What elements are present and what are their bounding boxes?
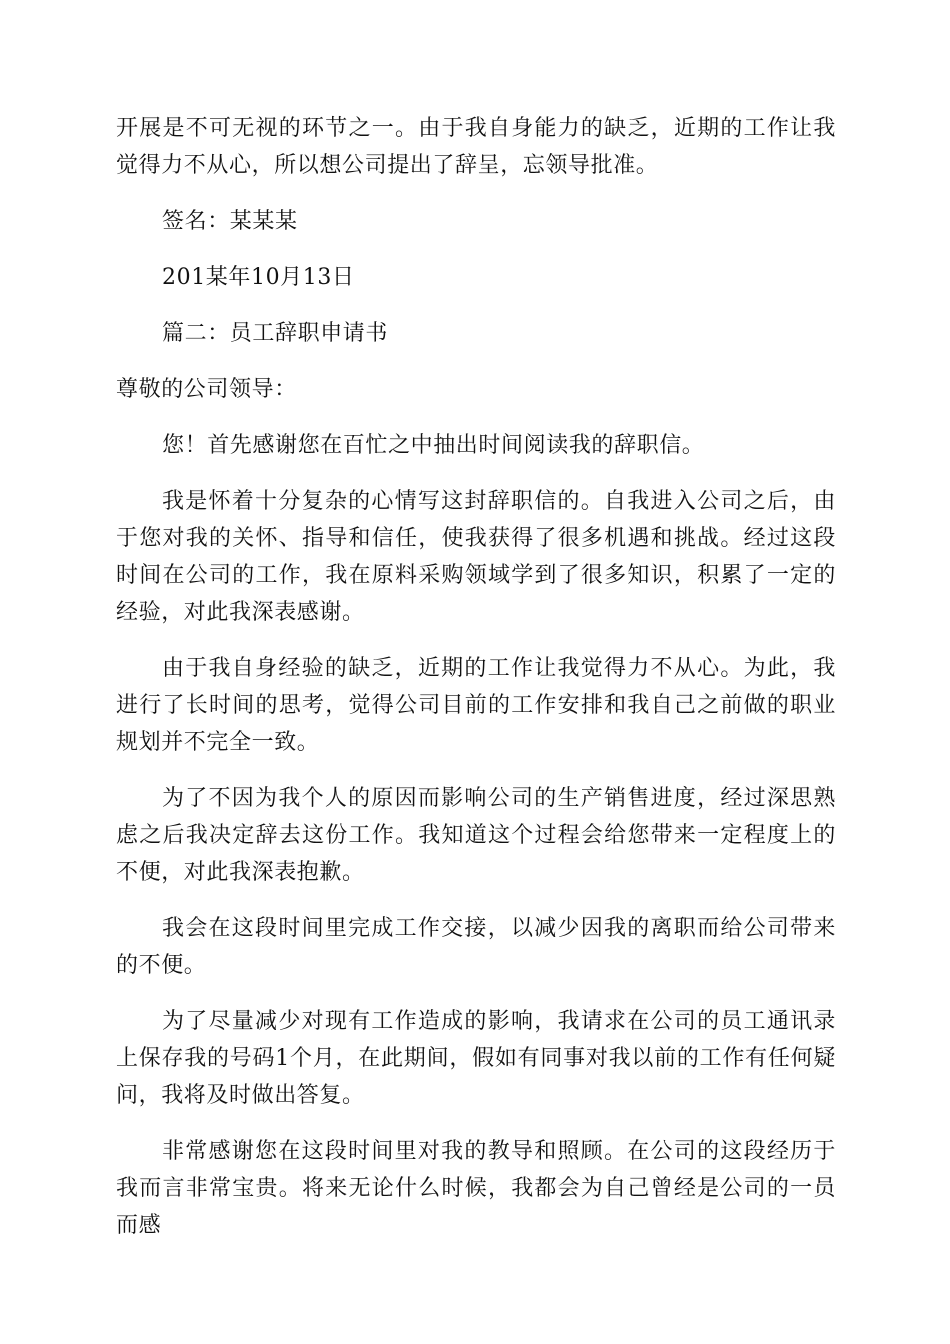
date-line: 201某年10月13日: [162, 265, 355, 290]
paragraph-body-4: 我会在这段时间里完成工作交接，以减少因我的离职而给公司带来的不便。: [116, 916, 836, 978]
paragraph-greeting: 您！首先感谢您在百忙之中抽出时间阅读我的辞职信。: [162, 433, 705, 458]
paragraph-body-2: 由于我自身经验的缺乏，近期的工作让我觉得力不从心。为此，我进行了长时间的思考，觉得公司目前的工作安排和我自己之前做的职业规划并不完全一致。: [116, 656, 836, 755]
section-heading: 篇二：员工辞职申请书: [162, 321, 389, 346]
paragraph-body-3: 为了不因为我个人的原因而影响公司的生产销售进度，经过深思熟虑之后我决定辞去这份工作。我知道这个过程会给您带来一定程度上的不便，对此我深表抱歉。: [116, 786, 836, 885]
document-body: [116, 110, 836, 1244]
paragraph-body-1: 我是怀着十分复杂的心情写这封辞职信的。自我进入公司之后，由于您对我的关怀、指导和信任，使我获得了很多机遇和挑战。经过这段时间在公司的工作，我在原料采购领域学到了很多知识，积累了一定的经验，对此我深表感谢。: [116, 489, 836, 625]
paragraph-body-6: 非常感谢您在这段时间里对我的教导和照顾。在公司的这段经历于我而言非常宝贵。将来无论什么时候，我都会为自己曾经是公司的一员而感: [116, 1139, 836, 1238]
signature-line: 签名：某某某: [162, 209, 298, 234]
paragraph-body-5: 为了尽量减少对现有工作造成的影响，我请求在公司的员工通讯录上保存我的号码1个月，在此期间，假如有同事对我以前的工作有任何疑问，我将及时做出答复。: [116, 1009, 836, 1108]
salutation: 尊敬的公司领导：: [116, 377, 297, 402]
paragraph-continuation: 开展是不可无视的环节之一。由于我自身能力的缺乏，近期的工作让我觉得力不从心，所以想公司提出了辞呈，忘领导批准。: [116, 116, 836, 178]
